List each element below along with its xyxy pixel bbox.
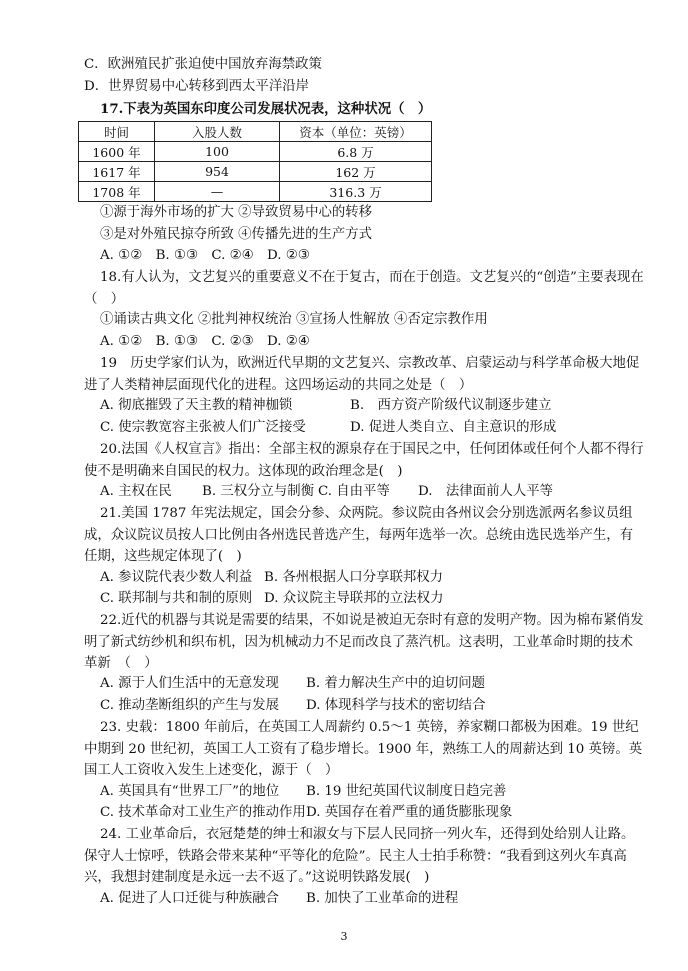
table-header-cell: 资本（单位：英镑） xyxy=(280,122,432,142)
table-cell: — xyxy=(155,182,280,202)
q22-option-d: D. 体现科学与技术的密切结合 xyxy=(306,698,486,713)
q17-items-2: ③是对外殖民掠夺所致 ④传播先进的生产方式 xyxy=(100,227,373,242)
q18-items: ①诵读古典文化 ②批判神权统治 ③宣扬人性解放 ④否定宗教作用 xyxy=(100,312,488,327)
q16-option-c: C．欧洲殖民扩张迫使中国放弃海禁政策 xyxy=(84,57,322,72)
table-cell: 100 xyxy=(155,142,280,162)
q16-option-d: D．世界贸易中心转移到西太平洋沿岸 xyxy=(84,79,309,94)
q19-option-d: D. 促进人类自立、自主意识的形成 xyxy=(350,420,557,435)
q19-option-c: C. 使宗教宽容主张被人们广泛接受 xyxy=(100,420,306,435)
table-cell: 1617 年 xyxy=(79,162,155,182)
q22-option-c: C. 推动垄断组织的产生与发展 xyxy=(100,698,279,713)
table-cell: 6.8 万 xyxy=(280,142,432,162)
q21-option-a: A. 参议院代表少数人利益 xyxy=(100,570,253,585)
table-header-cell: 入股人数 xyxy=(155,122,280,142)
q23-option-b: B. 19 世纪英国代议制度日趋完善 xyxy=(306,784,507,799)
q20-option-c: C. 自由平等 xyxy=(318,484,390,499)
table-cell: 1600 年 xyxy=(79,142,155,162)
table-header-row xyxy=(79,122,432,142)
q21-stem: 21.美国 1787 年宪法规定，国会分参、众两院。参议院由各州议会分别选派两名参议员组成，众议院议员按人口比例由各州选民普选产生，每两年选举一次。总统由选民选举产生，有任期，这些规定体现了( ) xyxy=(84,506,634,564)
q24-option-a: A. 促进了人口迁徙与种族融合 xyxy=(100,891,279,906)
q18-stem: 18.有人认为，文艺复兴的重要意义不在于复古，而在于创造。文艺复兴的“创造”主要表现在（ ） xyxy=(84,270,644,307)
q20-option-b: B. 三权分立与制衡 xyxy=(202,484,315,499)
page-number: 3 xyxy=(340,930,348,943)
q20-option-d: D. 法律面前人人平等 xyxy=(418,484,554,499)
q17-table xyxy=(78,121,432,202)
q23-option-d: D. 英国存在着严重的通货膨胀现象 xyxy=(306,805,513,820)
q23-option-c: C. 技术革命对工业生产的推动作用 xyxy=(100,805,306,820)
table-cell: 954 xyxy=(155,162,280,182)
q19-option-b: B. 西方资产阶级代议制逐步建立 xyxy=(350,398,552,413)
q19-stem: 19 历史学家们认为，欧洲近代早期的文艺复兴、宗教改革、启蒙运动与科学革命极大地促进了人类精神层面现代化的进程。这四场运动的共同之处是（ ） xyxy=(84,356,640,393)
table-header-cell: 时间 xyxy=(79,122,155,142)
q17-items-1: ①源于海外市场的扩大 ②导致贸易中心的转移 xyxy=(100,205,373,220)
q19-option-a: A. 彻底摧毁了天主教的精神枷锁 xyxy=(100,398,293,413)
table-cell: 1708 年 xyxy=(79,182,155,202)
q23-option-a: A. 英国具有“世界工厂”的地位 xyxy=(100,784,280,799)
q18-options: A. ①② B. ①③ C. ②③ D. ②④ xyxy=(100,334,310,349)
q22-option-b: B. 着力解决生产中的迫切问题 xyxy=(306,676,486,691)
q21-option-b: B. 各州根据人口分享联邦权力 xyxy=(264,570,444,585)
q17-options: A. ①② B. ①③ C. ②④ D. ②③ xyxy=(100,248,310,263)
table-row xyxy=(79,182,432,202)
q22-stem: 22.近代的机器与其说是需要的结果，不如说是被迫无奈时有意的发明产物。因为棉布紧俏发明了新式纺纱机和织布机，因为机械动力不足而改良了蒸汽机。这表明，工业革命时期的技术革新 （ ） xyxy=(84,613,644,671)
table-row xyxy=(79,162,432,182)
q17-stem: 17.下表为英国东印度公司发展状况表，这种状况（ ） xyxy=(100,101,432,117)
q24-stem: 24. 工业革命后，衣冠楚楚的绅士和淑女与下层人民同挤一列火车，还得到处给别人让路。保守人士惊呼，铁路会带来某种“平等化的危险”。民主人士拍手称赞：“我看到这列火车真高兴，我想封建制度是永远一去不返了。”这说明铁路发展( ) xyxy=(84,827,635,885)
table-cell: 316.3 万 xyxy=(280,182,432,202)
table-row xyxy=(79,142,432,162)
q20-option-a: A. 主权在民 xyxy=(100,484,172,499)
table-cell: 162 万 xyxy=(280,162,432,182)
q24-option-b: B. 加快了工业革命的进程 xyxy=(306,891,459,906)
q23-stem: 23. 史载：1800 年前后，在英国工人周薪约 0.5～1 英镑，养家糊口都极为困难。19 世纪中期到 20 世纪初，英国工人工资有了稳步增长。1900 年，熟练工人的周薪达到 10 英镑。英国工人工资收入发生上述变化，源于（ ） xyxy=(84,720,643,778)
q20-stem: 20.法国《人权宣言》指出：全部主权的源泉存在于国民之中，任何团体或任何个人都不得行使不是明确来自国民的权力。这体现的政治理念是( ) xyxy=(84,442,644,479)
q22-option-a: A. 源于人们生活中的无意发现 xyxy=(100,676,279,691)
q21-option-d: D. 众议院主导联邦的立法权力 xyxy=(264,591,444,606)
q21-option-c: C. 联邦制与共和制的原则 xyxy=(100,591,253,606)
